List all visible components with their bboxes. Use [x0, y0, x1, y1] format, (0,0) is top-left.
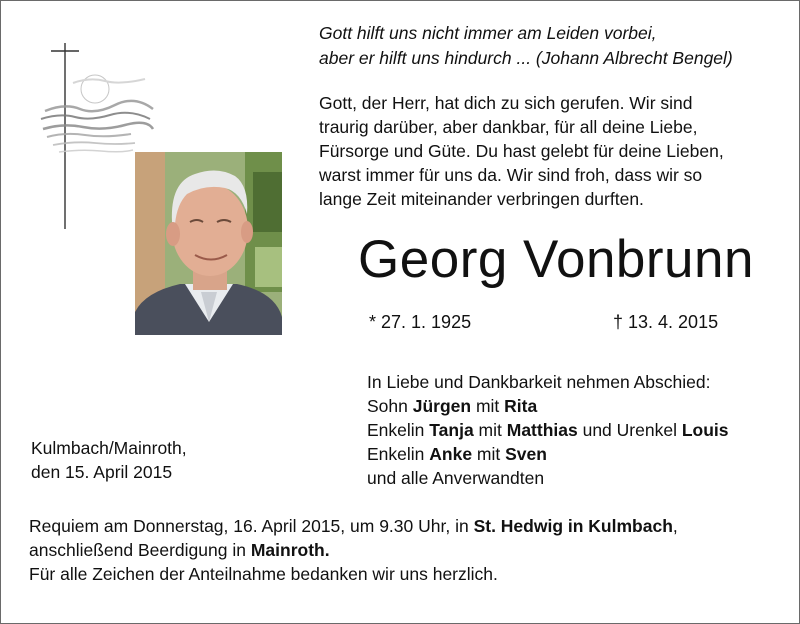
death-date: † 13. 4. 2015 [613, 312, 719, 332]
requiem-info [29, 514, 789, 586]
condolence-message [319, 91, 789, 211]
birth-date: * 27. 1. 1925 [369, 312, 472, 332]
message-line: Gott, der Herr, hat dich zu sich gerufen. Wir sind [319, 93, 693, 113]
portrait-photo [135, 152, 282, 335]
mourner-line [367, 394, 787, 418]
text: Requiem am Donnerstag, 16. April 2015, um 9.30 Uhr, in [29, 516, 474, 536]
text: anschließend Beerdigung in [29, 540, 251, 560]
deceased-name: Georg Vonbrunn [358, 230, 754, 289]
landscape-sketch [41, 75, 153, 152]
mourner-name: Jürgen [412, 396, 472, 416]
mourner-name: Sven [505, 444, 547, 464]
message-line: lange Zeit miteinander verbringen durften. [319, 189, 644, 209]
bible-quote [319, 21, 789, 71]
text: Enkelin [367, 420, 430, 440]
text: mit [472, 444, 506, 464]
text: mit [471, 396, 505, 416]
text: Enkelin [367, 444, 430, 464]
date-line: den 15. April 2015 [31, 462, 173, 482]
message-line: Fürsorge und Güte. Du hast gelebt für deine Lieben, [319, 141, 724, 161]
text: Sohn [367, 396, 413, 416]
mourner-name: Anke [429, 444, 473, 464]
message-line: traurig darüber, aber dankbar, für all deine Liebe, [319, 117, 698, 137]
text: mit [473, 420, 507, 440]
text: und Urenkel [577, 420, 682, 440]
quote-line: Gott hilft uns nicht immer am Leiden vorbei, [319, 23, 657, 43]
mourner-name: Louis [681, 420, 729, 440]
message-line: warst immer für uns da. Wir sind froh, dass wir so [319, 165, 703, 185]
mourner-line [367, 442, 787, 466]
mourner-line: und alle Anverwandten [367, 468, 545, 488]
church-name: St. Hedwig in Kulmbach [473, 516, 673, 536]
mourner-name: Tanja [429, 420, 474, 440]
mourner-name: Matthias [506, 420, 578, 440]
burial-place: Mainroth. [250, 540, 330, 560]
mourners-list [367, 370, 787, 490]
mourner-line [367, 418, 787, 442]
place-line: Kulmbach/Mainroth, [31, 438, 187, 458]
requiem-line [29, 514, 789, 538]
text: , [672, 516, 678, 536]
thanks-line: Für alle Zeichen der Anteilnahme bedanken wir uns herzlich. [29, 564, 498, 584]
burial-line [29, 538, 789, 562]
place-and-date [31, 436, 187, 484]
mourner-name: Rita [504, 396, 538, 416]
mourners-intro: In Liebe und Dankbarkeit nehmen Abschied: [367, 372, 711, 392]
quote-line: aber er hilft uns hindurch ... (Johann Albrecht Bengel) [319, 48, 733, 68]
